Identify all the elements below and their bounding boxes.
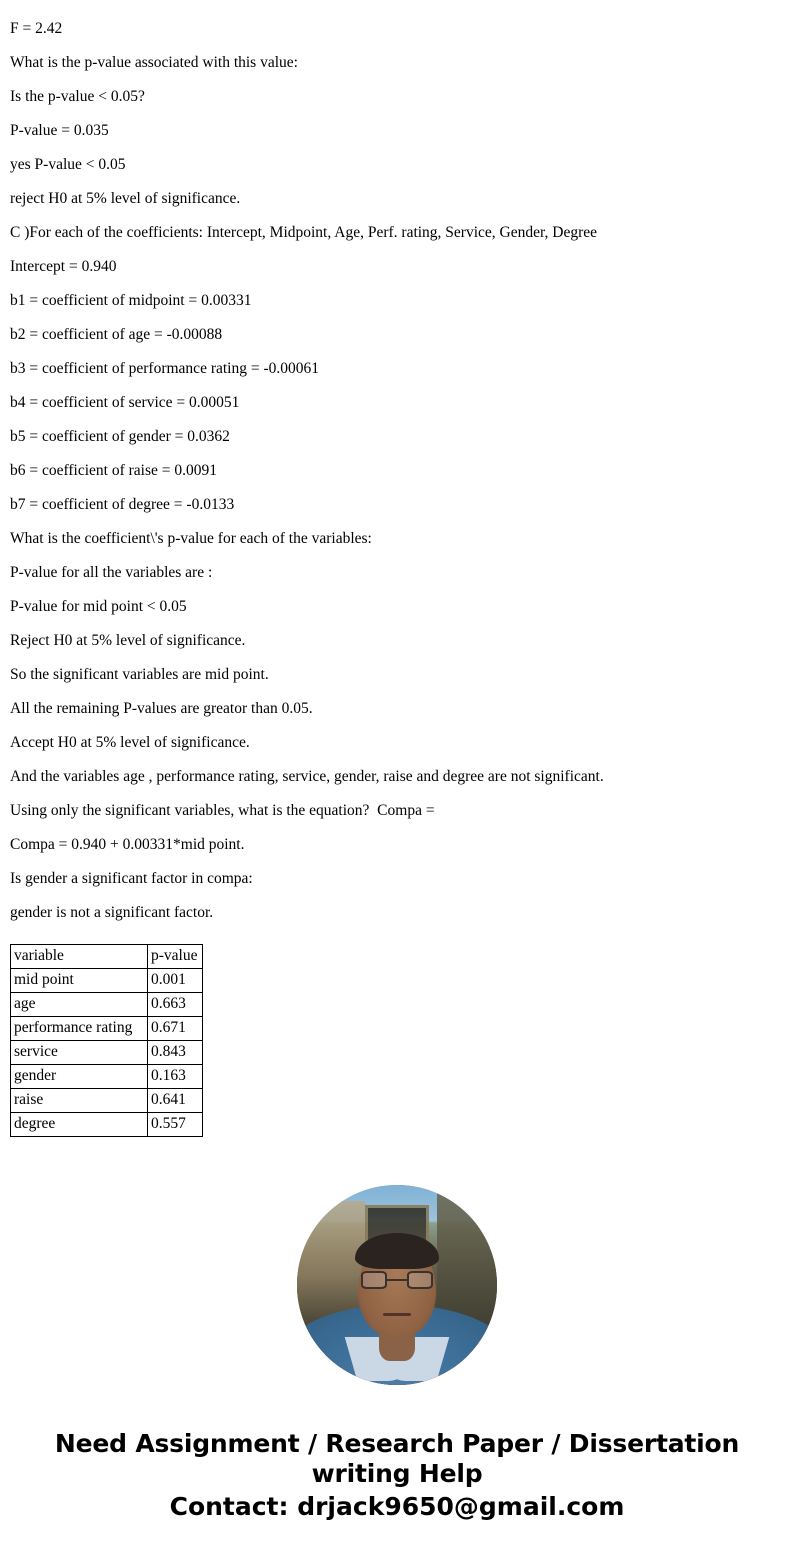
table-cell-variable: service [11,1041,148,1065]
table-row [11,1113,203,1137]
table-cell-pvalue: 0.001 [148,969,203,993]
table-header-cell: p-value [148,945,203,969]
table-header-row [11,945,203,969]
paragraph: What is the coefficient\'s p-value for each of the variables: [10,530,372,547]
table-cell-variable: raise [11,1089,148,1113]
p-value-table [10,944,203,1137]
table-cell-pvalue: 0.557 [148,1113,203,1137]
footer-contact: Contact: drjack9650@gmail.com [169,1492,625,1521]
table-row [11,1089,203,1113]
paragraph: P-value for mid point < 0.05 [10,598,187,615]
avatar-container [0,1185,794,1385]
paragraph: b3 = coefficient of performance rating = -0.00061 [10,360,320,377]
paragraph: gender is not a significant factor. [10,904,214,921]
paragraph: b2 = coefficient of age = -0.00088 [10,326,223,343]
paragraph: Is gender a significant factor in compa: [10,870,253,887]
photo-mouth [383,1313,411,1316]
paragraph: Compa = 0.940 + 0.00331*mid point. [10,836,245,853]
table-cell-pvalue: 0.671 [148,1017,203,1041]
paragraph: Reject H0 at 5% level of significance. [10,632,246,649]
paragraph: And the variables age , performance rating, service, gender, raise and degree are not significant. [10,768,604,785]
paragraph: b5 = coefficient of gender = 0.0362 [10,428,230,445]
paragraph: Using only the significant variables, what is the equation? Compa = [10,802,435,819]
table-header-cell: variable [11,945,148,969]
photo-eyeglass-left [361,1271,387,1289]
table-cell-variable: performance rating [11,1017,148,1041]
paragraph: b6 = coefficient of raise = 0.0091 [10,462,218,479]
avatar [297,1185,497,1385]
paragraph: Is the p-value < 0.05? [10,88,145,105]
paragraph: P-value = 0.035 [10,122,109,139]
paragraph: b7 = coefficient of degree = -0.0133 [10,496,235,513]
footer [0,1429,794,1545]
paragraph: Accept H0 at 5% level of significance. [10,734,250,751]
paragraph: C )For each of the coefficients: Intercept, Midpoint, Age, Perf. rating, Service, Gender, Degree [10,224,598,241]
table-cell-pvalue: 0.663 [148,993,203,1017]
paragraph: F = 2.42 [10,20,63,37]
paragraph: So the significant variables are mid point. [10,666,269,683]
table-row [11,969,203,993]
table-row [11,1065,203,1089]
table-cell-variable: gender [11,1065,148,1089]
table-cell-pvalue: 0.843 [148,1041,203,1065]
paragraph: P-value for all the variables are : [10,564,213,581]
paragraph: b1 = coefficient of midpoint = 0.00331 [10,292,252,309]
photo-background-left [297,1201,365,1325]
photo-eyeglass-bridge [387,1279,407,1281]
paragraph: reject H0 at 5% level of significance. [10,190,241,207]
paragraph: b4 = coefficient of service = 0.00051 [10,394,240,411]
table-cell-pvalue: 0.163 [148,1065,203,1089]
table-row [11,1017,203,1041]
table-cell-variable: age [11,993,148,1017]
table-cell-variable: degree [11,1113,148,1137]
paragraph: yes P-value < 0.05 [10,156,126,173]
table-row [11,1041,203,1065]
photo-eyeglass-right [407,1271,433,1289]
footer-headline: Need Assignment / Research Paper / Dissertation writing Help [54,1429,740,1488]
table-cell-variable: mid point [11,969,148,993]
table-cell-pvalue: 0.641 [148,1089,203,1113]
paragraph: Intercept = 0.940 [10,258,117,275]
paragraph: What is the p-value associated with this value: [10,54,298,71]
p-value-table-container [0,930,794,1137]
table-row [11,993,203,1017]
paragraph: All the remaining P-values are greator than 0.05. [10,700,313,717]
